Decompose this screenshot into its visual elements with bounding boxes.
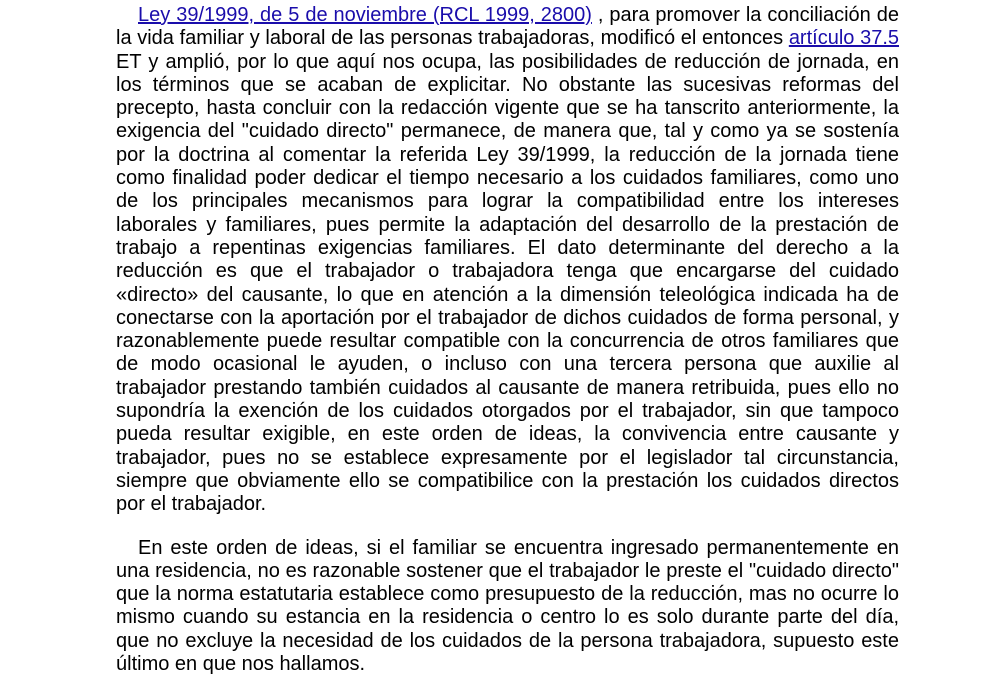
paragraph-2-text: En este orden de ideas, si el familiar se encuentra ingresado permanentemente en una residencia, no es razonable sostener que el trabajador le preste el "cuidado directo" que la norma estatutaria establece como presupuesto de la reducción, mas no ocurre lo mismo cuando su estancia en la residencia o centro lo es solo durante parte del día, que no excluye la necesidad de los cuidados de la persona trabajadora, supuesto este último en que nos hallamos. <box>116 536 899 676</box>
law-reference-link[interactable]: Ley 39/1999, de 5 de noviembre (RCL 1999, 2800) <box>138 4 592 26</box>
document-body <box>116 4 899 676</box>
paragraph-1-text-a: , para promover la conciliación de la vida familiar y laboral de las personas trabajadoras, modificó el entonces <box>116 4 899 50</box>
paragraph-1-text-b: ET y amplió, por lo que aquí nos ocupa, las posibilidades de reducción de jornada, en los términos que se acaban de explicitar. No obstante las sucesivas reformas del precepto, hasta concluir con la redacción vigente que se ha tanscrito anteriormente, la exigencia del "cuidado directo" permanece, de manera que, tal y como ya se sostenía por la doctrina al comentar la referida Ley 39/1999, la reducción de la jornada tiene como finalidad poder dedicar el tiempo necesario a los cuidados familiares, como uno de los principales mecanismos para lograr la compatibilidad entre los intereses laborales y familiares, pues permite la adaptación del desarrollo de la prestación de trabajo a repentinas exigencias familiares. El dato determinante del derecho a la reducción es que el trabajador o trabajadora tenga que encargarse del cuidado «directo» del causante, lo que en atención a la dimensión teleológica indicada ha de conectarse con la aportación por el trabajador de dichos cuidados de forma personal, y razonablemente puede resultar compatible con la concurrencia de otros familiares que de modo ocasional le ayuden, o incluso con una tercera persona que auxilie al trabajador prestando también cuidados al causante de manera retribuida, pues ello no supondría la exención de los cuidados otorgados por el trabajador, sin que tampoco pueda resultar exigible, en este orden de ideas, la convivencia entre causante y trabajador, pues no se establece expresamente por el legislador tal circunstancia, siempre que obviamente ello se compatibilice con la prestación los cuidados directos por el trabajador. <box>116 50 899 516</box>
article-reference-link[interactable]: artículo 37.5 <box>788 27 899 50</box>
paragraph-2 <box>116 537 899 677</box>
paragraph-1 <box>116 4 899 517</box>
